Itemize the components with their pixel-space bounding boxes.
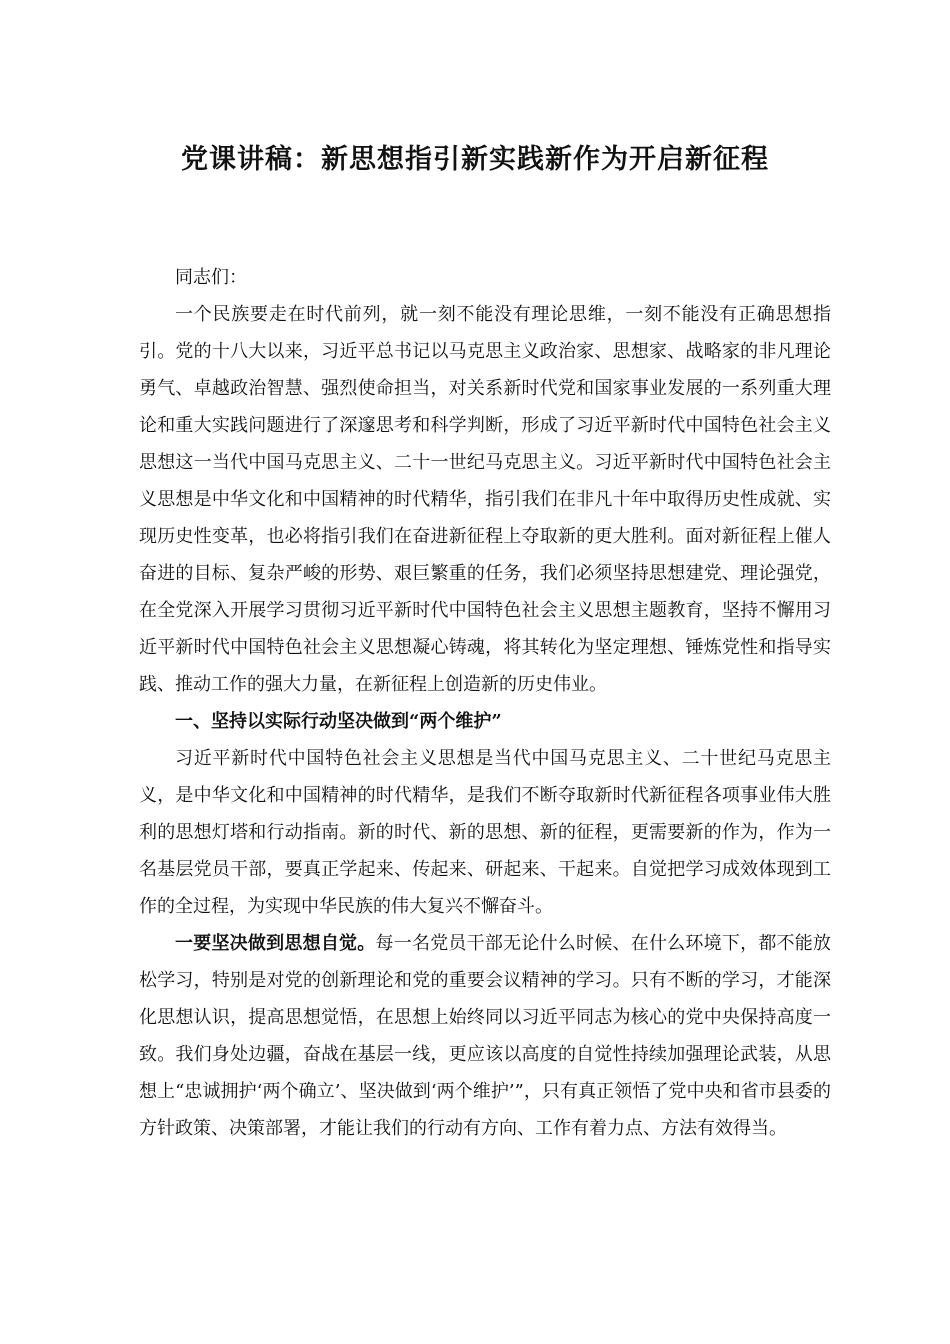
salutation: 同志们： [175, 267, 247, 288]
section-heading-1: 一、坚持以实际行动坚决做到“两个维护” [175, 711, 502, 732]
paragraph-thought-consciousness [139, 925, 831, 1147]
document-body [139, 259, 831, 1147]
paragraph-section-1: 习近平新时代中国特色社会主义思想是当代中国马克思主义、二十世纪马克思主义，是中华文化和中国精神的时代精华，是我们不断夺取新时代新征程各项事业伟大胜利的思想灯塔和行动指南。新的时代、新的思想、新的征程，更需要新的作为，作为一名基层党员干部，要真正学起来、传起来、研起来、干起来。自觉把学习成效体现到工作的全过程，为实现中华民族的伟大复兴不懈奋斗。 [139, 748, 831, 917]
document-title: 党课讲稿：新思想指引新实践新作为开启新征程 [181, 144, 769, 175]
paragraph-body: 每一名党员干部无论什么时候、在什么环境下，都不能放松学习，特别是对党的创新理论和党的重要会议精神的学习。只有不断的学习，才能深化思想认识，提高思想觉悟，在思想上始终同以习近平同志为核心的党中央保持高度一致。我们身处边疆，奋战在基层一线，更应该以高度的自觉性持续加强理论武装，从思想上“忠诚拥护‘两个确立’、坚决做到‘两个维护’”，只有真正领悟了党中央和省市县委的方针政策、决策部署，才能让我们的行动有方向、工作有着力点、方法有效得当。 [139, 933, 831, 1139]
paragraph-lead: 一要坚决做到思想自觉。 [175, 933, 376, 954]
paragraph-intro: 一个民族要走在时代前列，就一刻不能没有理论思维，一刻不能没有正确思想指引。党的十八大以来，习近平总书记以马克思主义政治家、思想家、战略家的非凡理论勇气、卓越政治智慧、强烈使命担当，对关系新时代党和国家事业发展的一系列重大理论和重大实践问题进行了深邃思考和科学判断，形成了习近平新时代中国特色社会主义思想这一当代中国马克思主义、二十一世纪马克思主义。习近平新时代中国特色社会主义思想是中华文化和中国精神的时代精华，指引我们在非凡十年中取得历史性成就、实现历史性变革，也必将指引我们在奋进新征程上夺取新的更大胜利。面对新征程上催人奋进的目标、复杂严峻的形势、艰巨繁重的任务，我们必须坚持思想建党、理论强党，在全党深入开展学习贯彻习近平新时代中国特色社会主义思想主题教育，坚持不懈用习近平新时代中国特色社会主义思想凝心铸魂，将其转化为坚定理想、锤炼党性和指导实践、推动工作的强大力量，在新征程上创造新的历史伟业。 [139, 304, 831, 695]
